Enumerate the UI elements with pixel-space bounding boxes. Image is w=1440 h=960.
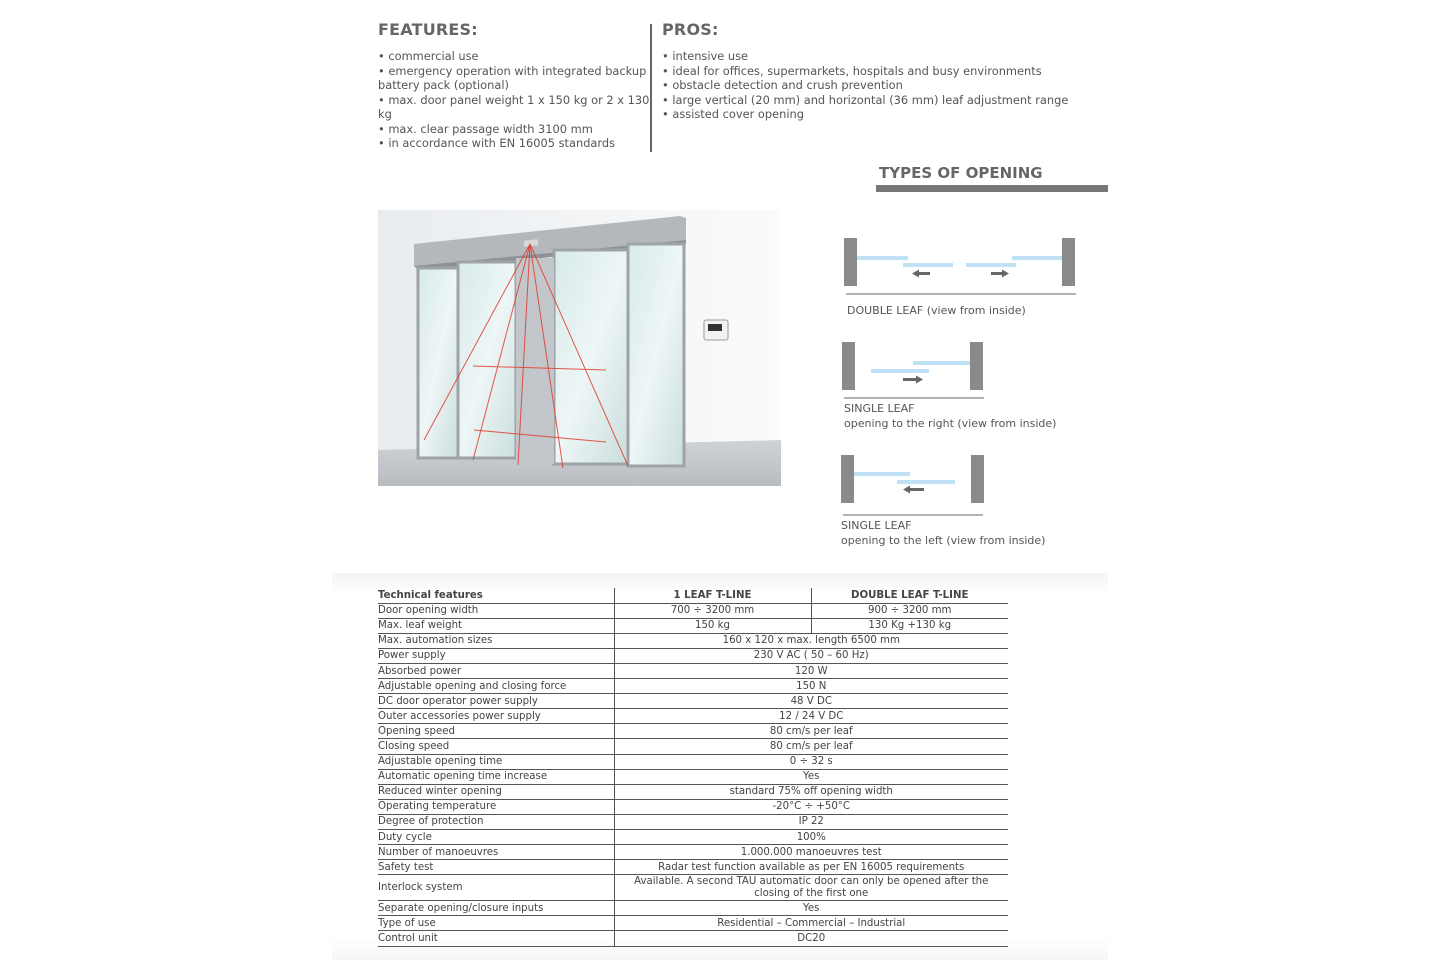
pros-list xyxy=(662,49,1102,122)
row-label: Control unit xyxy=(378,931,614,946)
list-item: • max. door panel weight 1 x 150 kg or 2 x 130 kg xyxy=(378,92,650,121)
technical-features-table xyxy=(378,588,1008,947)
table-row xyxy=(378,709,1008,724)
table-row xyxy=(378,754,1008,769)
row-label: Max. automation sizes xyxy=(378,633,614,648)
row-label: Absorbed power xyxy=(378,663,614,678)
caption-line-2: opening to the left (view from inside) xyxy=(841,534,1046,547)
table-row xyxy=(378,648,1008,663)
row-value: 160 x 120 x max. length 6500 mm xyxy=(614,633,1008,648)
pros-title: PROS: xyxy=(662,20,719,39)
column-header: 1 LEAF T-LINE xyxy=(614,588,811,603)
list-item: • intensive use xyxy=(662,49,749,63)
row-value: Residential – Commercial – Industrial xyxy=(614,916,1008,931)
table-row xyxy=(378,931,1008,946)
table-row xyxy=(378,724,1008,739)
list-item: • in accordance with EN 16005 standards xyxy=(378,136,616,150)
table-row xyxy=(378,860,1008,875)
table-row xyxy=(378,603,1008,618)
row-label: Closing speed xyxy=(378,739,614,754)
row-value: 700 ÷ 3200 mm xyxy=(614,603,811,618)
row-value: 150 kg xyxy=(614,618,811,633)
row-value: 80 cm/s per leaf xyxy=(614,739,1008,754)
list-item: • large vertical (20 mm) and horizontal (36 mm) leaf adjustment range xyxy=(662,92,1069,107)
title-underline-bar xyxy=(876,185,1108,192)
features-list xyxy=(378,49,650,151)
table-row xyxy=(378,694,1008,709)
row-label: Separate opening/closure inputs xyxy=(378,901,614,916)
column-header: Technical features xyxy=(378,588,614,603)
row-value: Yes xyxy=(614,901,1008,916)
table-row xyxy=(378,875,1008,901)
single-leaf-left-caption xyxy=(841,518,1045,548)
row-label: Interlock system xyxy=(378,875,614,901)
row-label: Max. leaf weight xyxy=(378,618,614,633)
row-value: 120 W xyxy=(614,663,1008,678)
row-value: IP 22 xyxy=(614,814,1008,829)
row-value: 100% xyxy=(614,830,1008,845)
row-label: Door opening width xyxy=(378,603,614,618)
table-row xyxy=(378,916,1008,931)
column-divider xyxy=(650,24,652,152)
row-value: 48 V DC xyxy=(614,694,1008,709)
table-row xyxy=(378,901,1008,916)
row-value: 12 / 24 V DC xyxy=(614,709,1008,724)
row-value: Yes xyxy=(614,769,1008,784)
single-leaf-right-diagram xyxy=(838,338,988,402)
table-row xyxy=(378,814,1008,829)
row-label: Automatic opening time increase xyxy=(378,769,614,784)
caption-line-1: SINGLE LEAF xyxy=(841,519,912,532)
list-item: • commercial use xyxy=(378,49,479,63)
row-value: 80 cm/s per leaf xyxy=(614,724,1008,739)
list-item: • emergency operation with integrated backup battery pack (optional) xyxy=(378,63,647,92)
row-label: Opening speed xyxy=(378,724,614,739)
table-row xyxy=(378,769,1008,784)
row-label: Adjustable opening and closing force xyxy=(378,679,614,694)
list-item: • assisted cover opening xyxy=(662,107,804,121)
row-value: 150 N xyxy=(614,679,1008,694)
types-of-opening-title: TYPES OF OPENING xyxy=(879,164,1043,182)
list-item: • obstacle detection and crush prevention xyxy=(662,78,903,92)
table-row xyxy=(378,784,1008,799)
row-label: Type of use xyxy=(378,916,614,931)
row-value: standard 75% off opening width xyxy=(614,784,1008,799)
table-row xyxy=(378,739,1008,754)
row-label: DC door operator power supply xyxy=(378,694,614,709)
row-value: Available. A second TAU automatic door can only be opened after the closing of the first one xyxy=(614,875,1008,901)
column-header: DOUBLE LEAF T-LINE xyxy=(811,588,1008,603)
features-section xyxy=(378,20,650,151)
table-row xyxy=(378,618,1008,633)
row-value: 1.000.000 manoeuvres test xyxy=(614,845,1008,860)
row-value: 900 ÷ 3200 mm xyxy=(811,603,1008,618)
table-row xyxy=(378,679,1008,694)
table-row xyxy=(378,830,1008,845)
list-item: • ideal for offices, supermarkets, hospitals and busy environments xyxy=(662,63,1042,78)
row-value: DC20 xyxy=(614,931,1008,946)
row-label: Duty cycle xyxy=(378,830,614,845)
row-value: Radar test function available as per EN 16005 requirements xyxy=(614,860,1008,875)
caption-line-2: opening to the right (view from inside) xyxy=(844,417,1057,430)
row-label: Safety test xyxy=(378,860,614,875)
row-label: Number of manoeuvres xyxy=(378,845,614,860)
table-row xyxy=(378,799,1008,814)
row-value: 130 Kg +130 kg xyxy=(811,618,1008,633)
row-value: -20°C ÷ +50°C xyxy=(614,799,1008,814)
single-leaf-right-caption xyxy=(844,401,1056,431)
features-title: FEATURES: xyxy=(378,20,478,39)
table-row xyxy=(378,633,1008,648)
sliding-door-image xyxy=(378,210,781,486)
double-leaf-diagram xyxy=(840,234,1080,298)
row-label: Outer accessories power supply xyxy=(378,709,614,724)
pros-section xyxy=(662,20,1102,122)
row-label: Operating temperature xyxy=(378,799,614,814)
row-value: 230 V AC ( 50 – 60 Hz) xyxy=(614,648,1008,663)
table-row xyxy=(378,663,1008,678)
list-item: • max. clear passage width 3100 mm xyxy=(378,121,593,136)
table-row xyxy=(378,845,1008,860)
row-value: 0 ÷ 32 s xyxy=(614,754,1008,769)
row-label: Reduced winter opening xyxy=(378,784,614,799)
row-label: Power supply xyxy=(378,648,614,663)
row-label: Adjustable opening time xyxy=(378,754,614,769)
caption-line-1: SINGLE LEAF xyxy=(844,402,915,415)
double-leaf-caption: DOUBLE LEAF (view from inside) xyxy=(847,304,1026,317)
table-header-row xyxy=(378,588,1008,603)
single-leaf-left-diagram xyxy=(837,451,987,519)
row-label: Degree of protection xyxy=(378,814,614,829)
